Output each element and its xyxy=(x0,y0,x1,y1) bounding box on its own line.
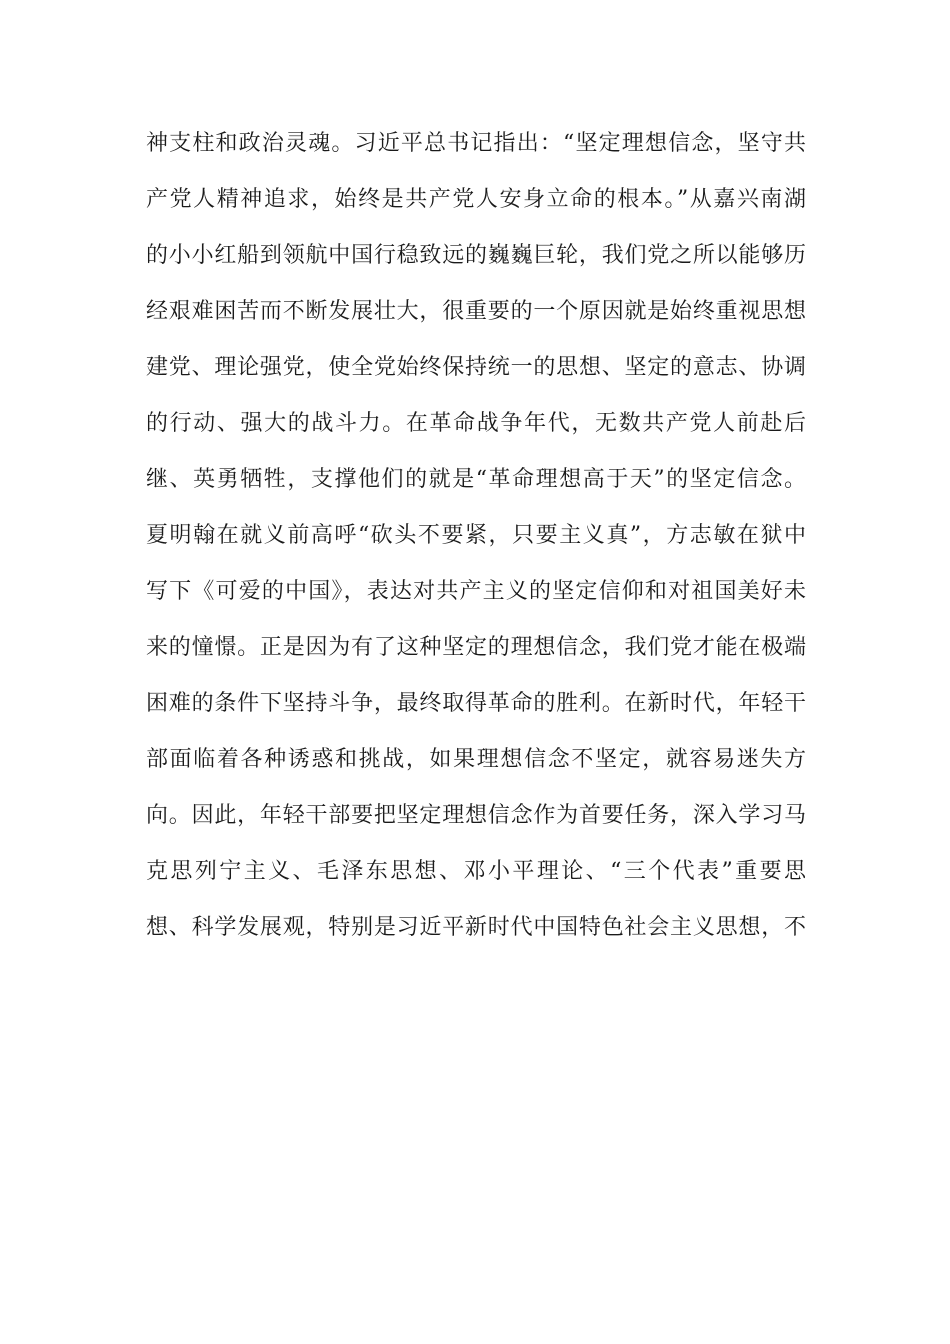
text-line: 克思列宁主义、毛泽东思想、邓小平理论、“三个代表”重要思 xyxy=(146,859,806,884)
text-line: 建党、理论强党，使全党始终保持统一的思想、坚定的意志、协调 xyxy=(146,355,806,380)
text-line: 想、科学发展观，特别是习近平新时代中国特色社会主义思想，不 xyxy=(146,915,806,940)
text-line: 写下《可爱的中国》，表达对共产主义的坚定信仰和对祖国美好未 xyxy=(146,579,806,604)
body-text xyxy=(146,116,806,956)
text-line: 继、英勇牺牲，支撑他们的就是“革命理想高于天”的坚定信念。 xyxy=(146,467,806,492)
text-line: 来的憧憬。正是因为有了这种坚定的理想信念，我们党才能在极端 xyxy=(146,635,806,660)
text-line: 经艰难困苦而不断发展壮大，很重要的一个原因就是始终重视思想 xyxy=(146,299,806,324)
text-line: 部面临着各种诱惑和挑战，如果理想信念不坚定，就容易迷失方 xyxy=(146,747,806,772)
text-line: 向。因此，年轻干部要把坚定理想信念作为首要任务，深入学习马 xyxy=(146,803,806,828)
text-line: 的小小红船到领航中国行稳致远的巍巍巨轮，我们党之所以能够历 xyxy=(146,243,806,268)
text-line: 神支柱和政治灵魂。习近平总书记指出：“坚定理想信念，坚守共 xyxy=(146,131,806,156)
text-line: 的行动、强大的战斗力。在革命战争年代，无数共产党人前赴后 xyxy=(146,411,806,436)
text-line: 夏明翰在就义前高呼“砍头不要紧，只要主义真”，方志敏在狱中 xyxy=(146,523,806,548)
text-line: 困难的条件下坚持斗争，最终取得革命的胜利。在新时代，年轻干 xyxy=(146,691,806,716)
text-line: 产党人精神追求，始终是共产党人安身立命的根本。”从嘉兴南湖 xyxy=(146,187,806,212)
